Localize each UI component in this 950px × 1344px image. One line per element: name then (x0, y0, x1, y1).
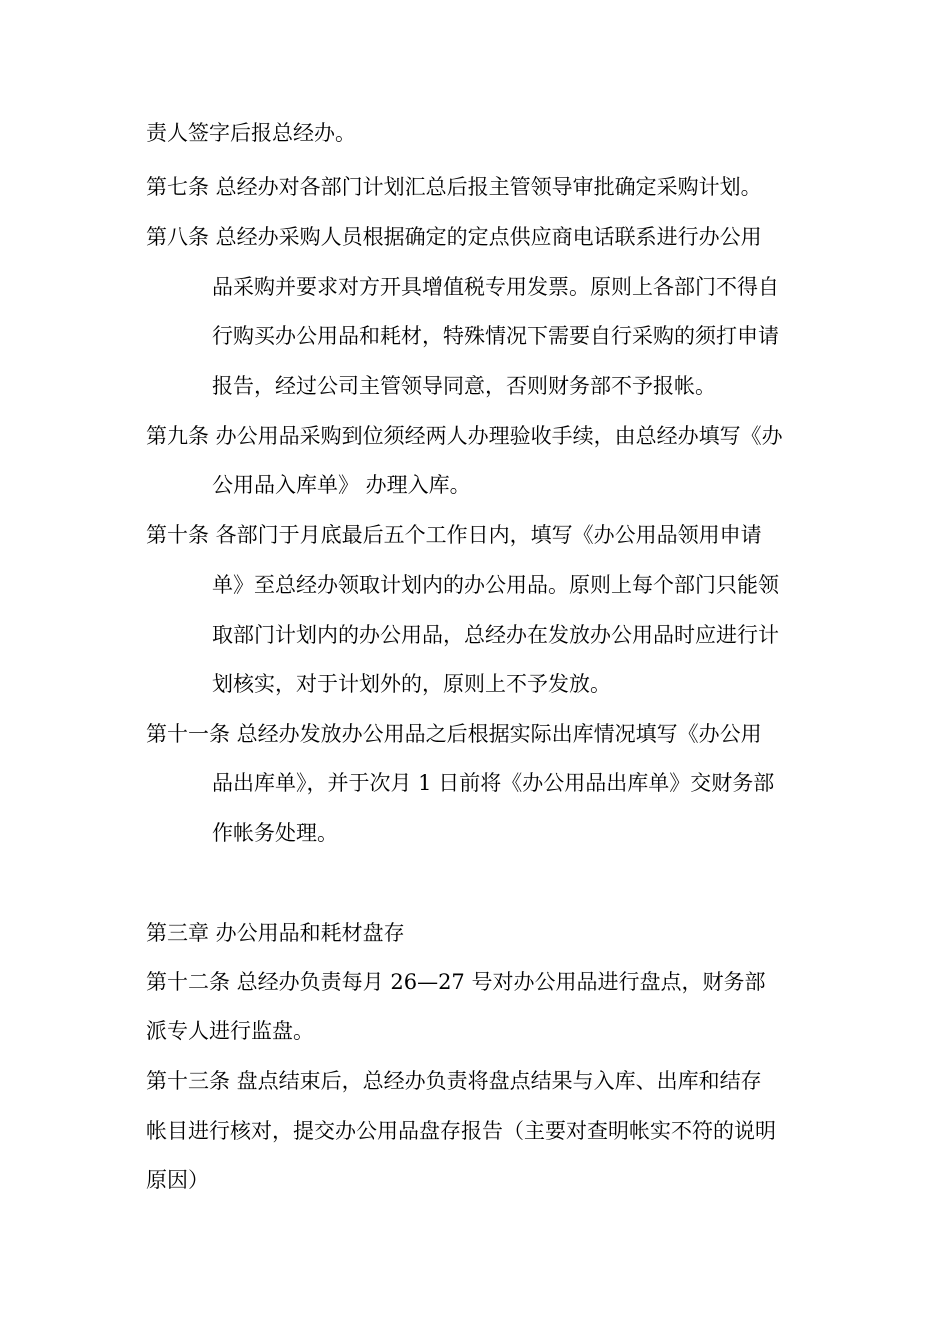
text-line: 原因） (146, 1168, 209, 1192)
text-line: 品出库单》，并于次月 1 日前将《办公用品出库单》交财务部 (212, 771, 775, 795)
article-12-line: 第十二条 总经办负责每月 26—27 号对办公用品进行盘点，财务部 (146, 970, 766, 994)
text-line: 划核实，对于计划外的，原则上不予发放。 (212, 672, 611, 696)
text-line: 责人签字后报总经办。 (146, 121, 356, 145)
article-8-line: 第八条 总经办采购人员根据确定的定点供应商电话联系进行办公用 (146, 225, 762, 249)
article-11-line: 第十一条 总经办发放办公用品之后根据实际出库情况填写《办公用 (146, 722, 762, 746)
text-line: 帐目进行核对，提交办公用品盘存报告（主要对查明帐实不符的说明 (146, 1119, 776, 1143)
text-line: 报告，经过公司主管领导同意，否则财务部不予报帐。 (212, 374, 716, 398)
article-10-line: 第十条 各部门于月底最后五个工作日内，填写《办公用品领用申请 (146, 523, 762, 547)
article-9-line: 第九条 办公用品采购到位须经两人办理验收手续，由总经办填写《办 (146, 424, 783, 448)
text-line: 单》至总经办领取计划内的办公用品。原则上每个部门只能领 (212, 573, 779, 597)
text-line: 公用品入库单》 办理入库。 (212, 473, 471, 497)
text-line: 取部门计划内的办公用品，总经办在发放办公用品时应进行计 (212, 623, 779, 647)
chapter-3-heading: 第三章 办公用品和耗材盘存 (146, 921, 405, 945)
text-line: 行购买办公用品和耗材，特殊情况下需要自行采购的须打申请 (212, 324, 779, 348)
text-line: 品采购并要求对方开具增值税专用发票。原则上各部门不得自 (212, 275, 779, 299)
article-13-line: 第十三条 盘点结束后，总经办负责将盘点结果与入库、出库和结存 (146, 1069, 762, 1093)
text-line: 派专人进行监盘。 (146, 1019, 314, 1043)
article-7-line: 第七条 总经办对各部门计划汇总后报主管领导审批确定采购计划。 (146, 175, 762, 199)
text-line: 作帐务处理。 (212, 821, 338, 845)
